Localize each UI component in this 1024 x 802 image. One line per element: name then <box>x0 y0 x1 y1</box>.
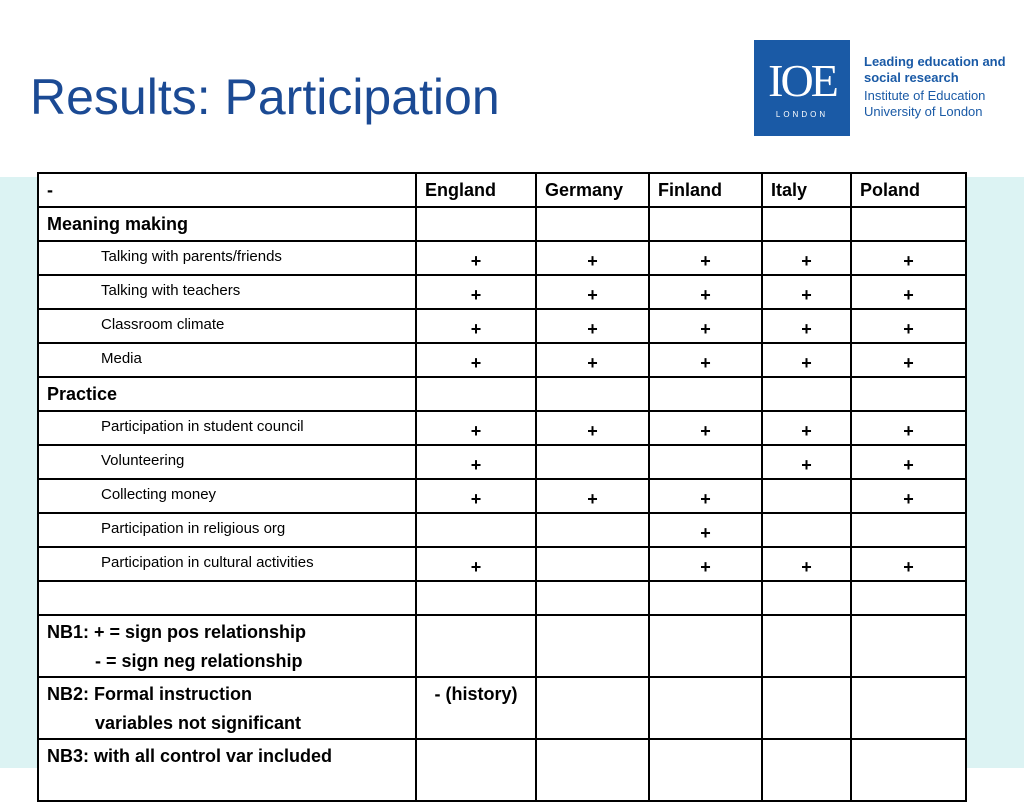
column-header: Germany <box>536 173 649 207</box>
results-table <box>37 172 967 802</box>
table-cell <box>649 581 762 615</box>
table-row <box>38 309 966 343</box>
logo-tagline: Leading education and social research <box>864 54 1006 85</box>
table-cell <box>536 207 649 241</box>
table-cell <box>416 739 536 801</box>
table-cell <box>536 513 649 547</box>
table-row <box>38 581 966 615</box>
row-label <box>38 615 416 677</box>
table-cell: + <box>649 343 762 377</box>
logo-subtitle: LONDON <box>775 109 829 119</box>
row-label <box>38 739 416 801</box>
table-cell: + <box>416 241 536 275</box>
table-cell: + <box>649 547 762 581</box>
table-cell: + <box>536 275 649 309</box>
table-row <box>38 207 966 241</box>
table-row <box>38 445 966 479</box>
table-cell: + <box>536 479 649 513</box>
table-cell: + <box>762 241 851 275</box>
table-cell <box>536 445 649 479</box>
institute-name: Institute of Education University of London <box>864 88 986 119</box>
table-row <box>38 275 966 309</box>
table-cell: + <box>536 309 649 343</box>
table-cell: + <box>536 411 649 445</box>
table-cell: + <box>416 275 536 309</box>
row-label <box>38 581 416 615</box>
table-cell: + <box>762 411 851 445</box>
table-cell <box>649 739 762 801</box>
table-cell: + <box>762 309 851 343</box>
table-cell: + <box>851 275 966 309</box>
table-cell <box>649 445 762 479</box>
table-cell: + <box>851 445 966 479</box>
table-cell: + <box>416 343 536 377</box>
table-cell: + <box>649 479 762 513</box>
row-label: Participation in religious org <box>38 513 416 547</box>
table-cell: + <box>851 343 966 377</box>
table-cell: + <box>416 411 536 445</box>
table-cell <box>762 377 851 411</box>
table-cell: + <box>762 547 851 581</box>
table-cell: + <box>416 547 536 581</box>
table-row <box>38 479 966 513</box>
note-line: NB3: with all control var included <box>47 746 333 766</box>
table-cell: + <box>416 479 536 513</box>
table-cell <box>536 677 649 739</box>
table-cell: + <box>851 241 966 275</box>
table-cell: + <box>649 513 762 547</box>
row-label: Collecting money <box>38 479 416 513</box>
table-cell: + <box>851 309 966 343</box>
table-cell: + <box>851 479 966 513</box>
table-cell <box>416 581 536 615</box>
table-row <box>38 377 966 411</box>
table-cell: + <box>536 241 649 275</box>
table-cell: + <box>851 411 966 445</box>
row-label: Meaning making <box>38 207 416 241</box>
table-cell: + <box>649 241 762 275</box>
table-cell <box>762 207 851 241</box>
table-cell: + <box>416 309 536 343</box>
row-label: Participation in cultural activities <box>38 547 416 581</box>
table-row <box>38 677 966 739</box>
table-row <box>38 739 966 801</box>
table-cell <box>649 377 762 411</box>
row-label: Volunteering <box>38 445 416 479</box>
note-line: - = sign neg relationship <box>95 651 303 671</box>
table-cell <box>416 377 536 411</box>
table-cell: + <box>649 275 762 309</box>
table-cell <box>649 207 762 241</box>
table-cell <box>649 615 762 677</box>
page-title: Results: Participation <box>30 69 500 125</box>
table-cell <box>851 739 966 801</box>
table-cell <box>416 513 536 547</box>
table-cell <box>762 513 851 547</box>
table-cell: + <box>649 411 762 445</box>
table-cell <box>762 615 851 677</box>
table-cell <box>762 677 851 739</box>
table-row <box>38 411 966 445</box>
table-cell <box>851 615 966 677</box>
table-cell <box>762 479 851 513</box>
note-line: NB2: Formal instruction <box>47 684 253 704</box>
table-cell: - (history) <box>416 677 536 739</box>
table-cell <box>536 615 649 677</box>
table-cell <box>851 581 966 615</box>
table-row <box>38 615 966 677</box>
table-row <box>38 241 966 275</box>
table-cell <box>762 739 851 801</box>
table-cell <box>536 377 649 411</box>
table-cell <box>649 677 762 739</box>
table-cell <box>851 377 966 411</box>
row-label: Media <box>38 343 416 377</box>
table-cell <box>536 547 649 581</box>
column-header: - <box>38 173 416 207</box>
row-label: Talking with teachers <box>38 275 416 309</box>
table-row <box>38 513 966 547</box>
row-label: Classroom climate <box>38 309 416 343</box>
table-row <box>38 343 966 377</box>
column-header: England <box>416 173 536 207</box>
column-header: Poland <box>851 173 966 207</box>
table-cell: + <box>536 343 649 377</box>
table-cell <box>536 739 649 801</box>
table-cell: + <box>851 547 966 581</box>
table-row <box>38 547 966 581</box>
row-label: Talking with parents/friends <box>38 241 416 275</box>
column-header: Italy <box>762 173 851 207</box>
table-cell: + <box>416 445 536 479</box>
table-cell <box>536 581 649 615</box>
table-cell: + <box>649 309 762 343</box>
row-label <box>38 677 416 739</box>
table-cell <box>851 677 966 739</box>
table-header-row <box>38 173 966 207</box>
table-cell <box>851 513 966 547</box>
row-label: Practice <box>38 377 416 411</box>
note-line: NB1: + = sign pos relationship <box>47 622 307 642</box>
note-line: variables not significant <box>95 713 302 733</box>
table-cell <box>762 581 851 615</box>
table-cell: + <box>762 445 851 479</box>
table-cell <box>416 615 536 677</box>
row-label: Participation in student council <box>38 411 416 445</box>
table-cell: + <box>762 343 851 377</box>
ioe-logo <box>754 40 850 136</box>
table-cell <box>851 207 966 241</box>
logo-mark: IOE <box>768 54 836 106</box>
table-cell: + <box>762 275 851 309</box>
table-cell <box>416 207 536 241</box>
column-header: Finland <box>649 173 762 207</box>
